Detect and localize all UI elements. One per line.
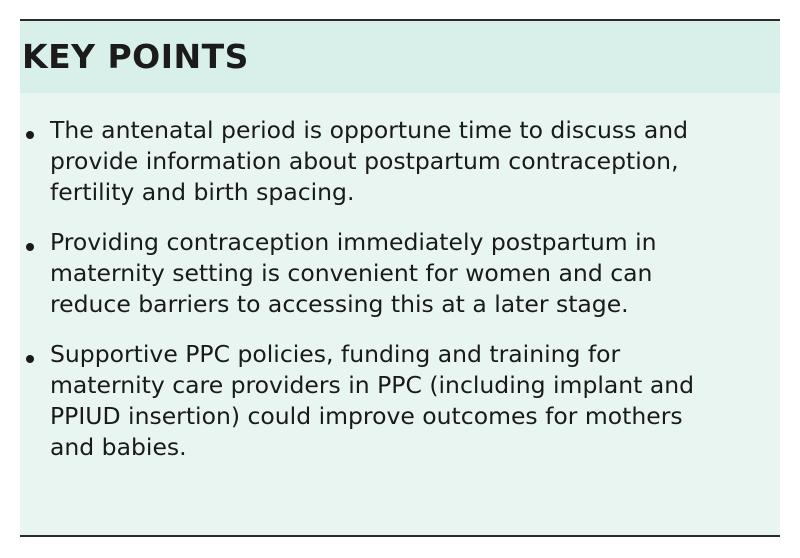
key-point-text: Providing contraception immediately postpartum in maternity setting is convenient for women and can reduce barriers to accessing this at a later stage.: [50, 228, 657, 318]
key-point-item: [20, 227, 780, 320]
key-point-item: [20, 115, 780, 208]
bullet-icon: [26, 243, 34, 251]
key-points-header: [20, 21, 780, 93]
key-point-text: The antenatal period is opportune time to discuss and provide information about postpartum contraception, fertility and birth spacing.: [50, 116, 689, 206]
key-point-item: [20, 339, 780, 463]
bullet-icon: [26, 131, 34, 139]
key-points-body: [20, 93, 780, 535]
key-point-text: Supportive PPC policies, funding and training for maternity care providers in PPC (including implant and PPIUD insertion) could improve outcomes for mothers and babies.: [50, 340, 695, 461]
key-points-list: [20, 115, 780, 482]
bullet-icon: [26, 355, 34, 363]
key-points-title: KEY POINTS: [22, 37, 249, 76]
bottom-rule: [20, 535, 780, 537]
